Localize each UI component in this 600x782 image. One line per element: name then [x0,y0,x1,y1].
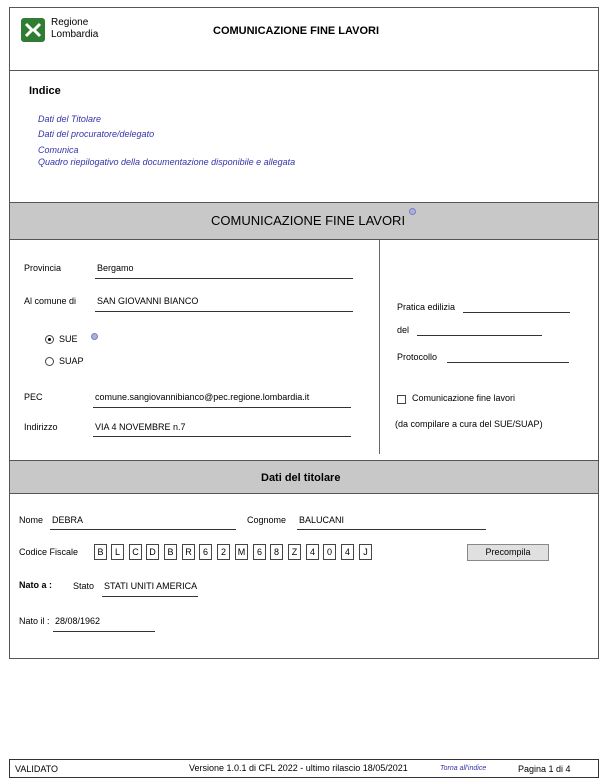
indirizzo-label: Indirizzo [24,422,58,432]
cf-char-box[interactable]: 4 [341,544,354,560]
pratica-field-line[interactable] [463,312,570,313]
cf-char-box[interactable]: B [94,544,107,560]
logo-text-line2: Lombardia [51,29,99,40]
logo-text-line1: Regione [51,17,89,28]
cognome-label: Cognome [247,515,287,525]
stato-field-line [102,596,198,597]
cognome-field-line [297,529,486,530]
comune-value[interactable]: SAN GIOVANNI BIANCO [97,296,199,306]
cf-char-box[interactable]: M [235,544,248,560]
del-label: del [397,325,410,335]
pec-value[interactable]: comune.sangiovannibianco@pec.regione.lombardia.it [95,392,310,402]
comune-field-line [95,311,353,312]
compilare-note: (da compilare a cura del SUE/SUAP) [395,419,543,429]
nato-il-value[interactable]: 28/08/1962 [55,616,101,626]
cf-char-box[interactable]: 6 [253,544,266,560]
provincia-value[interactable]: Bergamo [97,263,134,273]
sue-label: SUE [59,334,78,344]
cfl-checkbox[interactable] [397,395,406,404]
index-link-quadro[interactable]: Quadro riepilogativo della documentazione disponibile e allegata [38,157,296,167]
indirizzo-field-line [93,436,351,437]
nato-il-label: Nato il : [19,616,50,626]
index-link-titolare[interactable]: Dati del Titolare [38,114,101,124]
stato-value[interactable]: STATI UNITI AMERICA [104,581,198,591]
section-title-titolare: Dati del titolare [261,472,341,484]
precompila-button[interactable]: Precompila [467,544,549,561]
nato-il-field-line [53,631,155,632]
nome-value[interactable]: DEBRA [52,515,84,525]
sue-radio[interactable] [45,335,54,344]
cf-label: Codice Fiscale [19,547,79,557]
cognome-value[interactable]: BALUCANI [299,515,345,525]
cf-char-box[interactable]: C [129,544,142,560]
suap-label: SUAP [59,356,84,366]
cf-char-box[interactable]: Z [288,544,301,560]
nato-a-label: Nato a : [19,580,53,590]
footer-page: Pagina 1 di 4 [518,764,571,774]
comune-label: Al comune di [24,296,77,306]
page-title: COMUNICAZIONE FINE LAVORI [213,25,380,37]
vertical-divider [379,240,380,454]
cf-char-box[interactable]: R [182,544,195,560]
pec-field-line [93,407,351,408]
cfl-checkbox-label: Comunicazione fine lavori [412,393,516,403]
cf-char-box[interactable]: 0 [323,544,336,560]
cf-char-box[interactable]: L [111,544,124,560]
cf-char-box[interactable]: D [146,544,159,560]
cf-char-box[interactable]: J [359,544,372,560]
protocollo-field-line[interactable] [447,362,569,363]
footer-status: VALIDATO [15,764,59,774]
regione-lombardia-logo-icon [21,18,45,42]
pec-label: PEC [24,392,43,402]
nome-field-line [50,529,236,530]
protocollo-label: Protocollo [397,352,438,362]
cf-char-box[interactable]: 8 [270,544,283,560]
indirizzo-value[interactable]: VIA 4 NOVEMBRE n.7 [95,422,186,432]
footer-version: Versione 1.0.1 di CFL 2022 - ultimo rilascio 18/05/2021 [189,763,408,773]
sue-info-icon[interactable] [91,333,98,340]
cf-char-box[interactable]: B [164,544,177,560]
back-to-index-link[interactable]: Torna all'indice [440,765,487,772]
index-heading: Indice [29,85,61,97]
provincia-label: Provincia [24,263,62,273]
nome-label: Nome [19,515,44,525]
index-link-comunica[interactable]: Comunica [38,145,79,155]
del-field-line[interactable] [417,335,542,336]
cf-char-box[interactable]: 6 [199,544,212,560]
suap-radio[interactable] [45,357,54,366]
section-title-comunicazione: COMUNICAZIONE FINE LAVORI [211,213,406,228]
stato-label: Stato [73,581,95,591]
info-icon[interactable] [409,208,416,215]
cf-char-box[interactable]: 4 [306,544,319,560]
cf-char-box[interactable]: 2 [217,544,230,560]
provincia-field-line [95,278,353,279]
pratica-label: Pratica edilizia [397,302,456,312]
index-link-procuratore[interactable]: Dati del procuratore/delegato [38,129,155,139]
